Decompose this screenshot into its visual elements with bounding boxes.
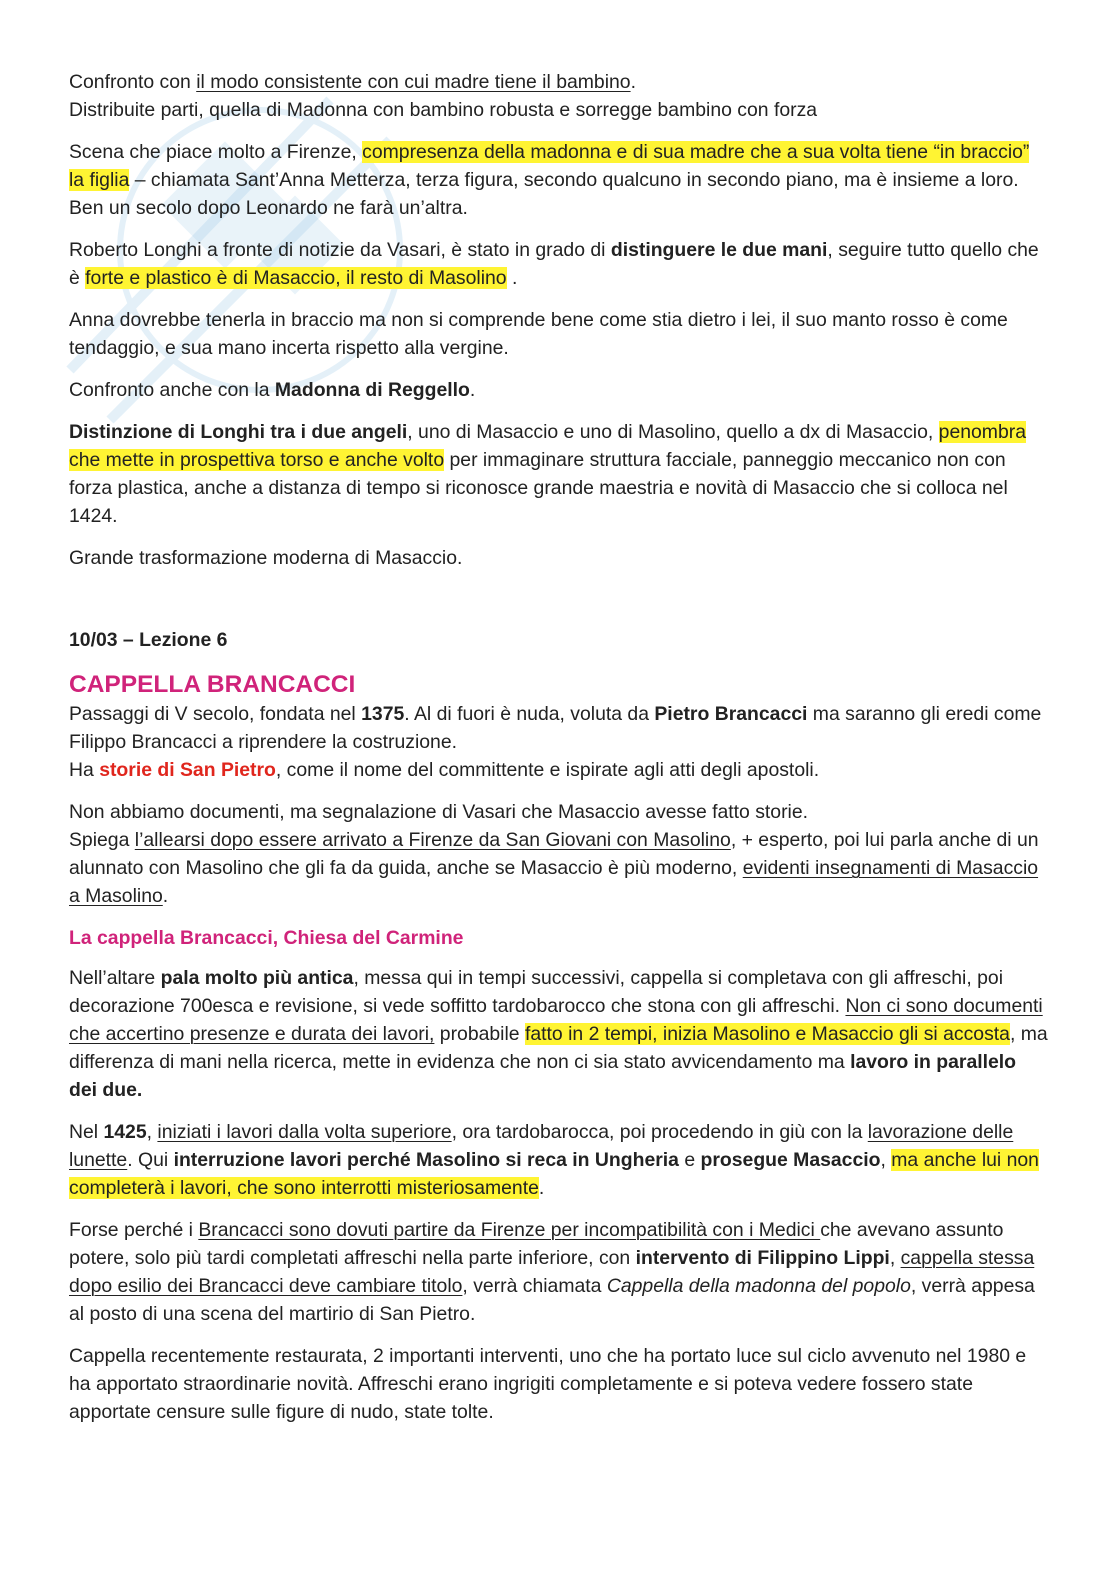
paragraph-8 [69,700,1049,784]
text-run: , ora tardobarocca, poi procedendo in giù con la [451,1121,868,1143]
text-run: . [630,71,636,93]
bold-text: pala molto più antica [160,967,354,989]
paragraph-11 [69,1118,1049,1202]
text-run: Cappella recentemente restaurata, 2 importanti interventi, uno che ha portato luce sul ciclo avvenuto nel 1980 e ha apportato straordinarie novità. Affreschi erano ingrigiti completamente e si poteva vedere fossero state apportate censure sulle figure di nudo, state tolte. [69,1345,1027,1423]
highlighted-text: forte e plastico è di Masaccio, il resto di Masolino [85,267,507,289]
document-page [69,68,1049,1440]
text-run: , + esperto, poi lui parla anche di un alunnato con Masolino che gli fa da guida, anche se Masaccio è più moderno, [69,829,1039,879]
text-run: Confronto con [69,71,197,93]
bold-text: intervento di Filippino Lippi [635,1247,890,1269]
paragraph-4 [69,306,1049,362]
text-run: Ben un secolo dopo Leonardo ne farà un’altra. [69,197,468,219]
text-run: Confronto anche con la [69,379,275,401]
highlighted-text: penombra che mette in prospettiva torso e anche volto [69,421,1026,471]
text-run: , [146,1121,158,1143]
text-run: ma saranno gli eredi come Filippo Brancacci a riprendere la costruzione. [69,703,1042,753]
paragraph-9 [69,798,1049,910]
red-bold-text: storie di San Pietro [99,759,276,781]
subsection-heading: La cappella Brancacci, Chiesa del Carmine [69,927,464,949]
bold-text: interruzione lavori perché Masolino si reca in Ungheria [173,1149,679,1171]
text-run: Distribuite parti, quella di Madonna con bambino robusta e sorregge bambino con forza [69,99,818,121]
text-run: . [162,885,169,907]
text-run: , [889,1247,901,1269]
underlined-text: l’allearsi dopo essere arrivato a Firenze da San Giovani con Masolino [134,829,731,851]
underlined-text: evidenti insegnamenti di Masaccio a Masolino [69,857,1039,907]
text-run: Scena che piace molto a Firenze, [69,141,363,163]
underlined-text: cappella stessa dopo esilio dei Brancacci deve cambiare titolo [69,1247,1035,1297]
text-run: Anna dovrebbe tenerla in braccio ma non si comprende bene come stia dietro i lei, il suo manto rosso è come tendaggio, e sua mano incerta rispetto alla vergine. [69,309,1008,359]
text-run: . [506,267,518,289]
bold-text: Madonna di Reggello [274,379,470,401]
text-run: Ha [69,759,100,781]
text-run: , ma differenza di mani nella ricerca, mette in evidenza che non ci sia stato avvicendamento ma [69,1023,1048,1073]
paragraph-2 [69,138,1049,222]
text-run: probabile [434,1023,525,1045]
text-run: , come il nome del committente e ispirate agli atti degli apostoli. [275,759,820,781]
highlighted-text: ma anche lui non completerà i lavori, che sono interrotti misteriosamente [69,1149,1039,1199]
underlined-text: Brancacci sono dovuti partire da Firenze per incompatibilità con i Medici [198,1219,821,1241]
text-run: che avevano assunto potere, solo più tardi completati affreschi nella parte inferiore, con [69,1219,1004,1269]
bold-text: 1425 [103,1121,147,1143]
underlined-text: Non ci sono documenti che accertino presenze e durata dei lavori, [69,995,1043,1045]
text-run: e [678,1149,701,1171]
paragraph-1 [69,68,1049,124]
section-spacer [69,586,1049,626]
text-run: , [880,1149,892,1171]
text-run: Nell’altare [69,967,161,989]
underlined-text: il modo consistente con cui madre tiene il bambino [196,71,631,93]
bold-text: lavoro in parallelo dei due. [69,1051,1017,1101]
paragraph-12 [69,1216,1049,1328]
paragraph-6 [69,418,1049,530]
text-run: . [469,379,476,401]
text-run: Non abbiamo documenti, ma segnalazione di Vasari che Masaccio avesse fatto storie. [69,801,809,823]
text-run: , verrà chiamata [462,1275,607,1297]
text-run: . Qui [127,1149,174,1171]
italic-text: Cappella della madonna del popolo [606,1275,911,1297]
paragraph-10 [69,964,1049,1104]
section-heading: CAPPELLA BRANCACCI [69,671,356,698]
text-run: , messa qui in tempi successivi, cappella si completava con gli affreschi, poi decorazione 700esca e revisione, si vede soffitto tardobarocco che stona con gli affreschi. [69,967,1003,1017]
text-run: , verrà appesa al posto di una scena del martirio di San Pietro. [69,1275,1035,1325]
bold-text: distinguere le due mani [610,239,828,261]
bold-text: Distinzione di Longhi tra i due angeli [69,421,408,443]
bold-text: Pietro Brancacci [654,703,808,725]
underlined-text: lavorazione delle lunette [69,1121,1014,1171]
text-run: – chiamata Sant’Anna Metterza, terza figura, secondo qualcuno in secondo piano, ma è insieme a loro. [129,169,1019,191]
bold-text: prosegue Masaccio [700,1149,881,1171]
text-run: . [538,1177,545,1199]
underlined-text: iniziati i lavori dalla volta superiore [157,1121,452,1143]
paragraph-7 [69,544,1049,572]
text-run: per immaginare struttura facciale, panneggio meccanico non con forza plastica, anche a distanza di tempo si riconosce grande maestria e novità di Masaccio che si colloca nel 1424. [69,449,1008,527]
paragraph-13 [69,1342,1049,1426]
text-run: , uno di Masaccio e uno di Masolino, quello a dx di Masaccio, [407,421,939,443]
text-run: Spiega [69,829,135,851]
highlighted-text: compresenza della madonna e di sua madre che a sua volta tiene “in braccio” la figlia [69,141,1030,191]
text-run: Passaggi di V secolo, fondata nel [69,703,362,725]
text-run: Nel [69,1121,104,1143]
text-run: Forse perché i [69,1219,199,1241]
text-run: Roberto Longhi a fronte di notizie da Vasari, è stato in grado di [69,239,611,261]
lesson-title: 10/03 – Lezione 6 [69,629,228,651]
text-run: Grande trasformazione moderna di Masaccio. [69,547,463,569]
paragraph-5 [69,376,1049,404]
highlighted-text: fatto in 2 tempi, inizia Masolino e Masaccio gli si accosta [524,1023,1010,1045]
text-run: , seguire tutto quello che è [69,239,1039,289]
paragraph-3 [69,236,1049,292]
bold-text: 1375 [361,703,405,725]
text-run: . Al di fuori è nuda, voluta da [404,703,655,725]
